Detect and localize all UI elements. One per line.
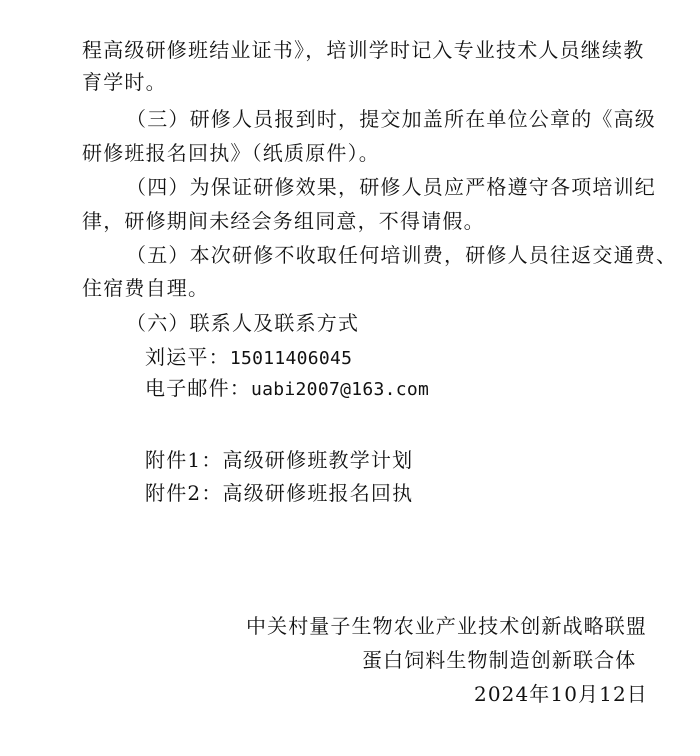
contact-email-label: 电子邮件：	[145, 376, 251, 400]
attachment-item	[145, 479, 413, 507]
contact-heading: （六）联系人及联系方式	[126, 311, 360, 335]
attachment-label: 附件1：	[145, 448, 223, 472]
contact-person-label: 刘运平：	[145, 345, 230, 369]
signature-org-2: 蛋白饲料生物制造创新联合体	[362, 648, 637, 672]
contact-person-phone: 15011406045	[229, 348, 353, 369]
attachment-label: 附件2：	[145, 481, 223, 505]
attachment-item	[145, 446, 413, 474]
signature-org-1: 中关村量子生物农业产业技术创新战略联盟	[246, 614, 647, 638]
paragraph-line: 律，研修期间未经会务组同意，不得请假。	[82, 209, 485, 233]
attachment-title: 高级研修班报名回执	[222, 481, 414, 505]
signature-date: 2024年10月12日	[474, 682, 648, 706]
contact-email-row	[145, 374, 429, 404]
contact-person-row	[145, 343, 352, 373]
paragraph-line: 研修班报名回执》（纸质原件）。	[82, 141, 380, 165]
paragraph-line: （三）研修人员报到时，提交加盖所在单位公章的《高级	[126, 107, 656, 131]
paragraph-line: 育学时。	[82, 70, 167, 94]
paragraph-line: （五）本次研修不收取任何培训费，研修人员往返交通费、	[126, 243, 678, 267]
contact-email-value: uabi2007@163.com	[251, 379, 430, 400]
attachment-title: 高级研修班教学计划	[222, 448, 414, 472]
paragraph-line: （四）为保证研修效果，研修人员应严格遵守各项培训纪	[126, 175, 656, 199]
paragraph-line: 程高级研修班结业证书》，培训学时记入专业技术人员继续教	[82, 38, 645, 62]
paragraph-line: 住宿费自理。	[82, 276, 210, 300]
